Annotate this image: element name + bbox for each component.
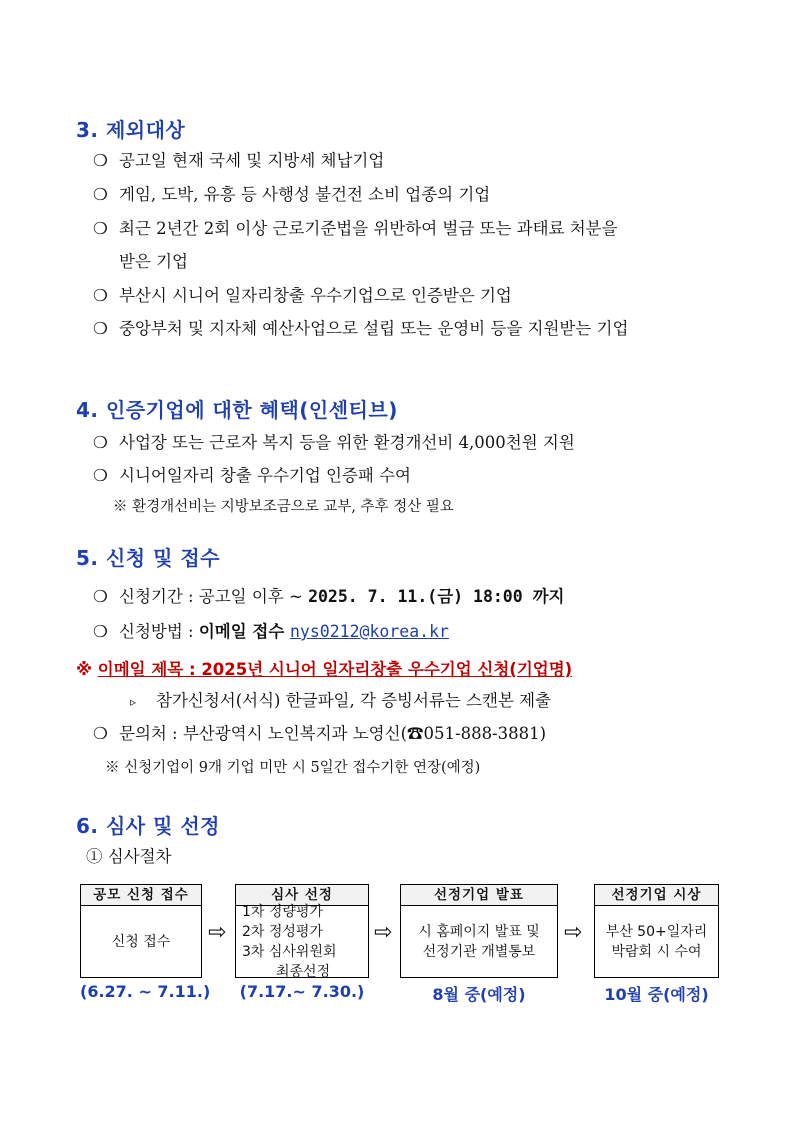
triangle-icon: ▹ — [130, 695, 137, 709]
sub-heading: ① 심사절차 — [86, 847, 172, 866]
section-4-heading: 4. 인증기업에 대한 혜택(인센티브) — [76, 398, 398, 422]
list-item: ❍ 사업장 또는 근로자 복지 등을 위한 환경개선비 4,000천원 지원 — [93, 433, 575, 452]
bullet-icon: ❍ — [93, 466, 108, 485]
bullet-icon: ❍ — [93, 319, 108, 338]
section-5-heading: 5. 신청 및 접수 — [76, 546, 221, 570]
step-title: 선정기업 시상 — [595, 885, 718, 906]
bullet-icon: ❍ — [93, 219, 108, 238]
contact-info: ❍ 문의처 : 부산광역시 노인복지과 노영신(☎051-888-3881) — [93, 724, 547, 743]
step-title: 공모 신청 접수 — [81, 885, 201, 906]
process-step-apply — [80, 884, 202, 978]
step-body: 신청 접수 — [111, 934, 171, 950]
step-body: 1차 정량평가 2차 정성평가 3차 심사위원회 최종선정 — [242, 904, 337, 980]
list-item: ❍ 공고일 현재 국세 및 지방세 체납기업 — [93, 151, 385, 170]
arrow-right-icon: ⇨ — [374, 920, 393, 945]
bullet-icon: ❍ — [93, 151, 108, 170]
apply-period: ❍ 신청기간 : 공고일 이후 ~ 2025. 7. 11.(금) 18:00 까지 — [93, 587, 565, 606]
bullet-icon: ❍ — [93, 286, 108, 305]
bullet-icon: ❍ — [93, 622, 108, 641]
list-item-continuation: 받은 기업 — [119, 252, 189, 271]
step-date: 8월 중(예정) — [432, 985, 526, 1004]
email-subject-note: ※ 이메일 제목 : 2025년 시니어 일자리창출 우수기업 신청(기업명) — [76, 660, 573, 679]
process-step-award — [594, 884, 719, 978]
step-title: 심사 선정 — [236, 885, 368, 906]
apply-method: ❍ 신청방법 : 이메일 접수 nys0212@korea.kr — [93, 622, 449, 641]
arrow-right-icon: ⇨ — [564, 920, 583, 945]
bullet-icon: ❍ — [93, 724, 108, 743]
bullet-icon: ❍ — [93, 185, 108, 204]
step-title: 선정기업 발표 — [401, 885, 557, 906]
arrow-right-icon: ⇨ — [208, 920, 227, 945]
note: ※ 신청기업이 9개 기업 미만 시 5일간 접수기한 연장(예정) — [105, 760, 481, 776]
process-step-review — [235, 884, 369, 978]
email-link[interactable]: nys0212@korea.kr — [290, 622, 449, 641]
list-item: ❍ 중앙부처 및 지자체 예산사업으로 설립 또는 운영비 등을 지원받는 기업 — [93, 319, 629, 338]
bullet-icon: ❍ — [93, 587, 108, 606]
list-item: ❍ 시니어일자리 창출 우수기업 인증패 수여 — [93, 466, 411, 485]
list-item: ❍ 부산시 시니어 일자리창출 우수기업으로 인증받은 기업 — [93, 286, 512, 305]
step-body: 부산 50+일자리 박람회 시 수여 — [605, 924, 708, 960]
process-step-announce — [400, 884, 558, 978]
section-3-heading: 3. 제외대상 — [76, 118, 186, 142]
bullet-icon: ❍ — [93, 433, 108, 452]
note: ※ 환경개선비는 지방보조금으로 교부, 추후 정산 필요 — [113, 499, 454, 515]
section-6-heading: 6. 심사 및 선정 — [76, 814, 221, 838]
list-item: ❍ 게임, 도박, 유흥 등 사행성 불건전 소비 업종의 기업 — [93, 185, 491, 204]
step-date: (7.17.~ 7.30.) — [239, 982, 365, 1001]
list-item: ❍ 최근 2년간 2회 이상 근로기준법을 위반하여 벌금 또는 과태료 처분을 — [93, 219, 618, 238]
step-date: 10월 중(예정) — [604, 985, 709, 1004]
step-body: 시 홈페이지 발표 및 선정기관 개별통보 — [418, 924, 540, 960]
attachment-note: ▹ 참가신청서(서식) 한글파일, 각 증빙서류는 스캔본 제출 — [130, 690, 551, 713]
step-date: (6.27. ~ 7.11.) — [80, 982, 211, 1001]
